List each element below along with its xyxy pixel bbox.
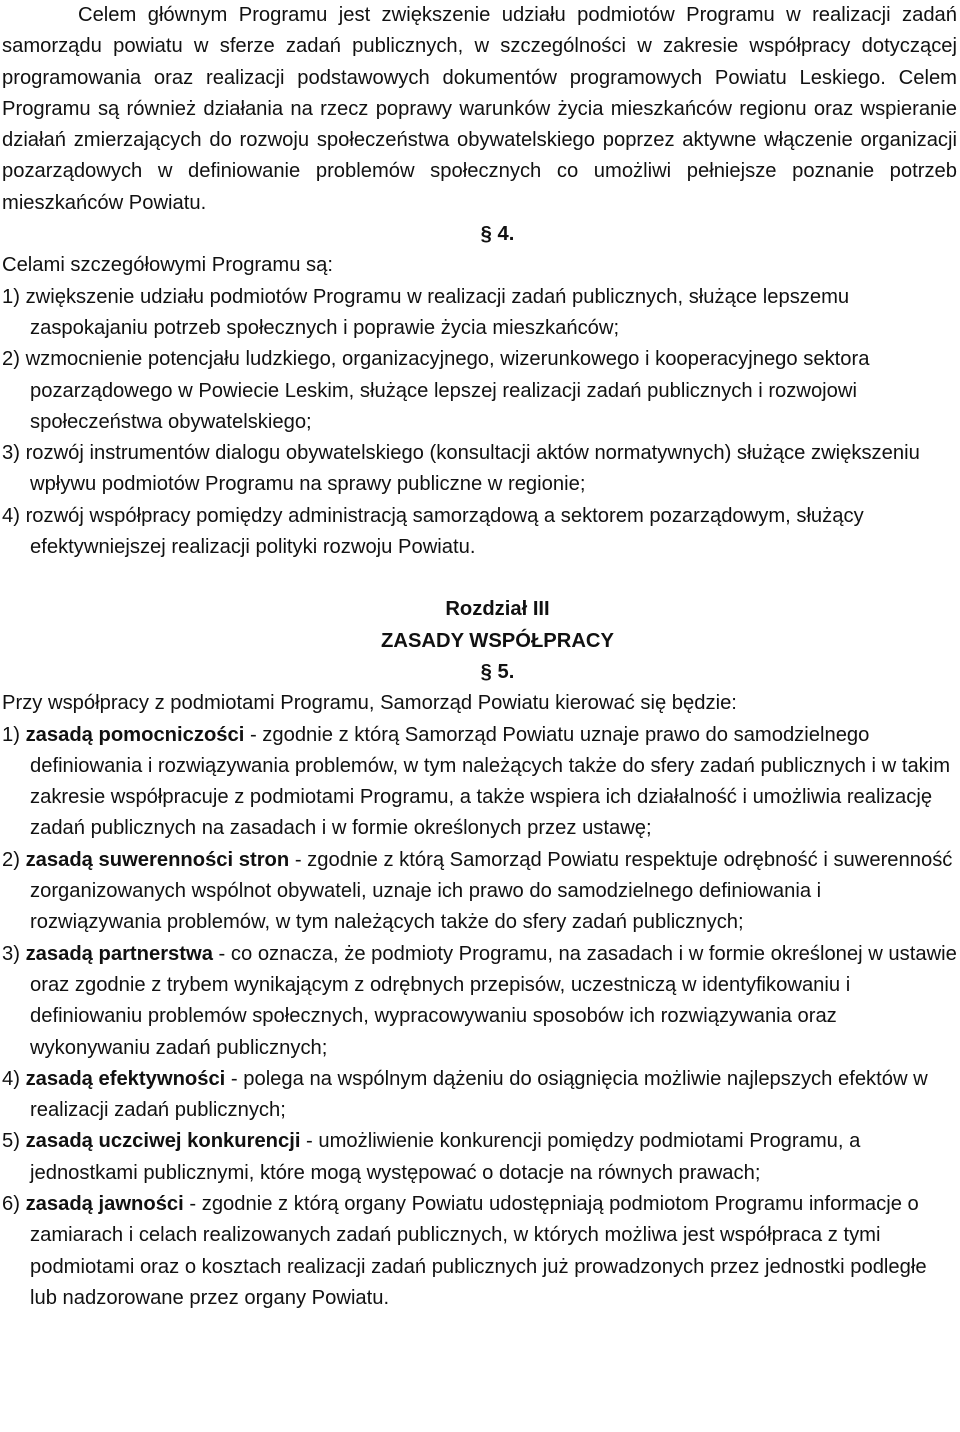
list-item (2, 282, 957, 345)
list-item (2, 720, 957, 845)
item-number: 1) (2, 285, 20, 308)
section-5-lead: Przy współpracy z podmiotami Programu, Samorząd Powiatu kierować się będzie: (2, 692, 737, 715)
item-number: 3) (2, 442, 20, 465)
chapter-title: Rozdział III (445, 598, 550, 621)
item-number: 4) (2, 1067, 20, 1090)
list-item (2, 939, 957, 1064)
item-number: 1) (2, 723, 20, 746)
item-text: - zgodnie z którą Samorząd Powiatu respektuje odrębność i suwerenność zorganizowanych wspólnot obywateli, uznaje ich prawo do samodzielnego definiowania i rozwiązywania problemów, w tym należących także do sfery zadań publicznych; (30, 848, 953, 934)
principle-term: zasadą uczciwej konkurencji (25, 1130, 301, 1153)
item-text: - zgodnie z którą Samorząd Powiatu uznaje prawo do samodzielnego definiowania i rozwiązywania problemów, w tym należących także do sfery zadań publicznych i w takim zakresie współpracuje z podmiotami Programu, a także wspiera ich działalność i umożliwia realizację zadań publicznych na zasadach i w formie określonych przez ustawę; (30, 723, 951, 840)
item-number: 6) (2, 1192, 20, 1215)
list-item (2, 438, 957, 501)
list-item (2, 1126, 957, 1189)
item-number: 2) (2, 348, 20, 371)
principle-term: zasadą pomocniczości (25, 723, 245, 746)
spacer (2, 563, 957, 594)
list-item (2, 1189, 957, 1314)
item-text: - zgodnie z którą organy Powiatu udostępniają podmiotom Programu informacje o zamiarach i celach realizowanych zadań publicznych, w których możliwa jest współpraca z tymi podmiotami oraz o kosztach realizacji zadań publicznych już prowadzonych przez jednostki podległe lub nadzorowane przez organy Powiatu. (30, 1192, 927, 1309)
section-4-lead: Celami szczegółowymi Programu są: (2, 254, 333, 277)
section-4-mark: § 4. (480, 223, 515, 246)
item-number: 4) (2, 504, 20, 527)
item-text: rozwój współpracy pomiędzy administracją samorządową a sektorem pozarządowym, służący efektywniejszej realizacji polityki rozwoju Powiatu. (25, 504, 864, 559)
principle-term: zasadą jawności (25, 1192, 184, 1215)
item-number: 5) (2, 1130, 20, 1153)
item-text: - polega na wspólnym dążeniu do osiągnięcia możliwie najlepszych efektów w realizacji zadań publicznych; (30, 1067, 928, 1122)
principle-term: zasadą partnerstwa (25, 942, 213, 965)
section-5-list (2, 720, 957, 1315)
item-text: - co oznacza, że podmioty Programu, na zasadach i w formie określonej w ustawie oraz zgodnie z trybem wynikającym z odrębnych przepisów, uczestniczą w identyfikowaniu i definiowaniu problemów społecznych, wypracowywaniu sposobów ich rozwiązywania oraz wykonywaniu zadań publicznych; (30, 942, 957, 1059)
item-text: - umożliwienie konkurencji pomiędzy podmiotami Programu, a jednostkami publicznymi, które mogą występować o dotacje na równych prawach; (30, 1130, 861, 1184)
item-number: 2) (2, 848, 20, 871)
list-item (2, 1064, 957, 1127)
principle-term: zasadą efektywności (25, 1067, 226, 1090)
item-text: rozwój instrumentów dialogu obywatelskiego (konsultacji aktów normatywnych) służące zwiększeniu wpływu podmiotów Programu na sprawy publiczne w regionie; (25, 442, 920, 496)
section-5-mark: § 5. (480, 660, 515, 683)
list-item (2, 344, 957, 438)
chapter-subtitle: ZASADY WSPÓŁPRACY (381, 629, 614, 652)
section-4-list (2, 282, 957, 564)
list-item (2, 845, 957, 939)
item-number: 3) (2, 942, 20, 965)
intro-paragraph: Celem głównym Programu jest zwiększenie udziału podmiotów Programu w realizacji zadań samorządu powiatu w sferze zadań publicznych, w szczególności w zakresie współpracy dotyczącej programowania oraz realizacji podstawowych dokumentów programowych Powiatu Leskiego. Celem Programu są również działania na rzecz poprawy warunków życia mieszkańców regionu oraz wspieranie działań zmierzających do rozwoju społeczeństwa obywatelskiego poprzez aktywne włączenie organizacji pozarządowych w definiowanie problemów społecznych co umożliwi pełniejsze poznanie potrzeb mieszkańców Powiatu. (2, 4, 957, 214)
item-text: zwiększenie udziału podmiotów Programu w realizacji zadań publicznych, służące lepszemu zaspokajaniu potrzeb społecznych i poprawie życia mieszkańców; (25, 285, 850, 339)
principle-term: zasadą suwerenności stron (25, 848, 290, 871)
list-item (2, 501, 957, 564)
item-text: wzmocnienie potencjału ludzkiego, organizacyjnego, wizerunkowego i kooperacyjnego sektora pozarządowego w Powiecie Leskim, służące lepszej realizacji zadań publicznych i rozwojowi społeczeństwa obywatelskiego; (25, 348, 870, 433)
